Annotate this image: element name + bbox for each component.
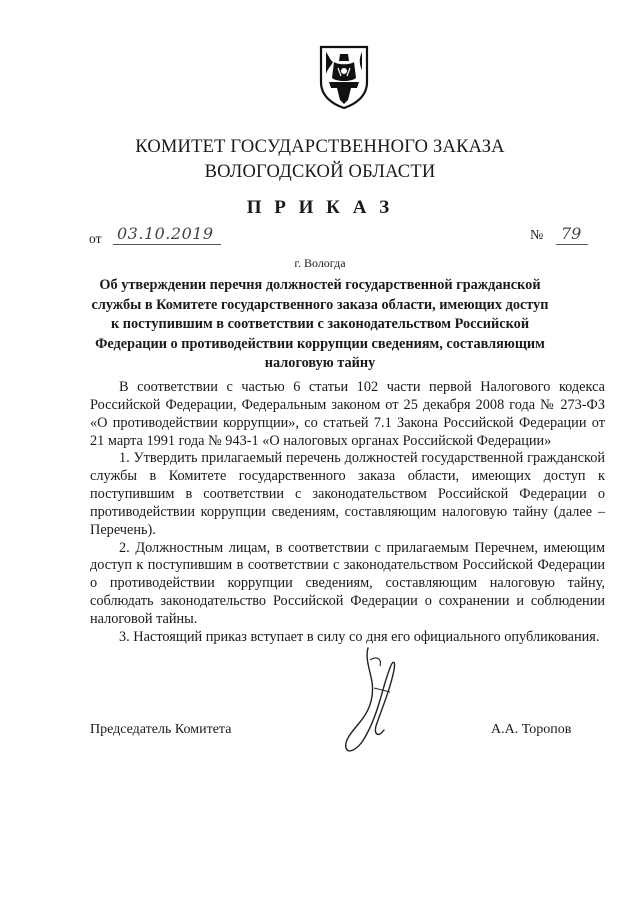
item-2-paragraph: 2. Должностным лицам, в соответствии с прилагаемым Перечнем, имеющим доступ к поступившим в соответствии с законодательством Российской Федерации о противодействии коррупции сведениям, составляющим налоговую тайну, соблюдать законодательство Российской Федерации о сохранении и соблюдении налоговой тайны. [90, 539, 605, 627]
document-type-heading: П Р И К А З [246, 197, 394, 218]
document-title: Об утверждении перечня должностей государственной гражданской службы в Комитете государственного заказа области, имеющих доступ к поступившим в соответствии с законодательством Российской Федерации о противодействии коррупции сведениям, составляющим налоговую тайну [91, 277, 549, 371]
date-underline [113, 244, 221, 245]
item-3-paragraph: 3. Настоящий приказ вступает в силу со дня его официального опубликования. [119, 628, 600, 645]
organization-name-line1: КОМИТЕТ ГОСУДАРСТВЕННОГО ЗАКАЗА [135, 137, 505, 157]
number-label: № [530, 228, 544, 243]
order-date: 03.10.2019 [117, 224, 214, 243]
preamble-paragraph: В соответствии с частью 6 статьи 102 части первой Налогового кодекса Российской Федерации, Федеральным законом от 25 декабря 2008 года № 273-ФЗ «О противодействии коррупции», со статьей 7.1 Закона Российской Федерации от 21 марта 1991 года № 943-1 «О налоговых органах Российской Федерации» [90, 379, 605, 449]
order-number: 79 [561, 224, 582, 243]
number-underline [556, 244, 588, 245]
handwritten-signature [330, 630, 420, 760]
date-label: от [89, 231, 102, 246]
coat-of-arms-emblem [318, 44, 370, 110]
signer-name: А.А. Торопов [491, 722, 572, 737]
item-1-paragraph: 1. Утвердить прилагаемый перечень должностей государственной гражданской службы в Комитете государственного заказа области, имеющих доступ к поступившим в соответствии с законодательством Российской Федерации о противодействии коррупции сведениям, составляющим налоговую тайну (далее – Перечень). [90, 450, 605, 538]
organization-name-line2: ВОЛОГОДСКОЙ ОБЛАСТИ [204, 162, 436, 182]
city: г. Вологда [294, 256, 346, 270]
signer-position: Председатель Комитета [90, 722, 232, 737]
document-body [90, 379, 605, 647]
